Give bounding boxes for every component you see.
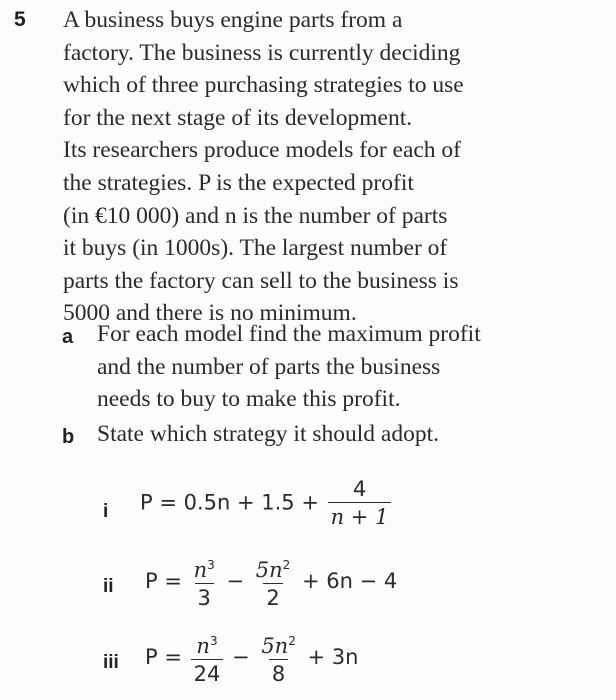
stem-line: (in €10 000) and n is the number of parts xyxy=(63,202,448,229)
fraction-denominator: 3 xyxy=(195,583,214,612)
stem-line: A business buys engine parts from a xyxy=(63,7,403,33)
model-i-equation xyxy=(140,476,393,531)
fraction-numerator: $n^3$ xyxy=(193,558,215,582)
fraction-denominator: 8 xyxy=(269,659,288,688)
stem-line: it buys (in 1000s). The largest number of xyxy=(63,235,448,262)
part-b-text xyxy=(97,418,607,451)
model-i-label: i xyxy=(103,501,109,522)
fraction-numerator: $5n^2$ xyxy=(261,634,296,658)
part-b-label: b xyxy=(62,426,75,448)
model-iii-label: iii xyxy=(103,652,119,673)
stem-line: for the next stage of its development. xyxy=(63,104,413,131)
stem-line: the strategies. P is the expected profit xyxy=(63,169,414,196)
question-stem xyxy=(63,4,608,330)
model-iii-equation xyxy=(145,628,358,688)
question-number: 5 xyxy=(14,8,26,31)
model-iii-operator: − xyxy=(225,645,257,669)
stem-line: parts the factory can sell to the business is xyxy=(63,267,459,294)
fraction-numerator: $5n^2$ xyxy=(255,558,291,582)
stem-line: Its researchers produce models for each of xyxy=(63,137,462,164)
part-b-line: State which strategy it should adopt. xyxy=(97,421,440,447)
fraction-numerator: $n^3$ xyxy=(196,634,218,658)
model-iii-tail: + 3n xyxy=(300,645,359,669)
model-ii-fraction-1 xyxy=(191,552,218,612)
stem-line: factory. The business is currently deciding xyxy=(63,39,461,66)
fraction-numerator: 4 xyxy=(352,477,367,501)
fraction-denominator: n + 1 xyxy=(328,502,392,531)
model-ii-operator: − xyxy=(219,569,251,593)
part-a-line: For each model find the maximum profit xyxy=(97,321,481,347)
part-a-line: and the number of parts the business xyxy=(97,353,441,380)
model-ii-fraction-2 xyxy=(253,552,294,612)
part-a-line: needs to buy to make this profit. xyxy=(97,386,401,413)
model-iii-fraction-1 xyxy=(191,628,224,688)
model-ii-label: ii xyxy=(103,576,114,597)
part-a-label: a xyxy=(62,326,74,348)
stem-line: 5000 and there is no minimum. xyxy=(63,300,357,327)
model-ii-tail: + 6n − 4 xyxy=(295,569,398,593)
model-i-lhs: P = 0.5n + 1.5 + xyxy=(140,490,326,515)
part-a-text xyxy=(97,318,607,416)
model-ii-lhs: P = xyxy=(145,569,189,593)
model-i-fraction xyxy=(328,476,392,531)
model-iii-fraction-2 xyxy=(258,628,299,688)
model-ii-equation xyxy=(145,552,397,612)
stem-line: which of three purchasing strategies to use xyxy=(63,72,464,99)
fraction-denominator: 2 xyxy=(263,583,282,612)
model-iii-lhs: P = xyxy=(145,645,189,669)
fraction-denominator: 24 xyxy=(191,659,224,688)
